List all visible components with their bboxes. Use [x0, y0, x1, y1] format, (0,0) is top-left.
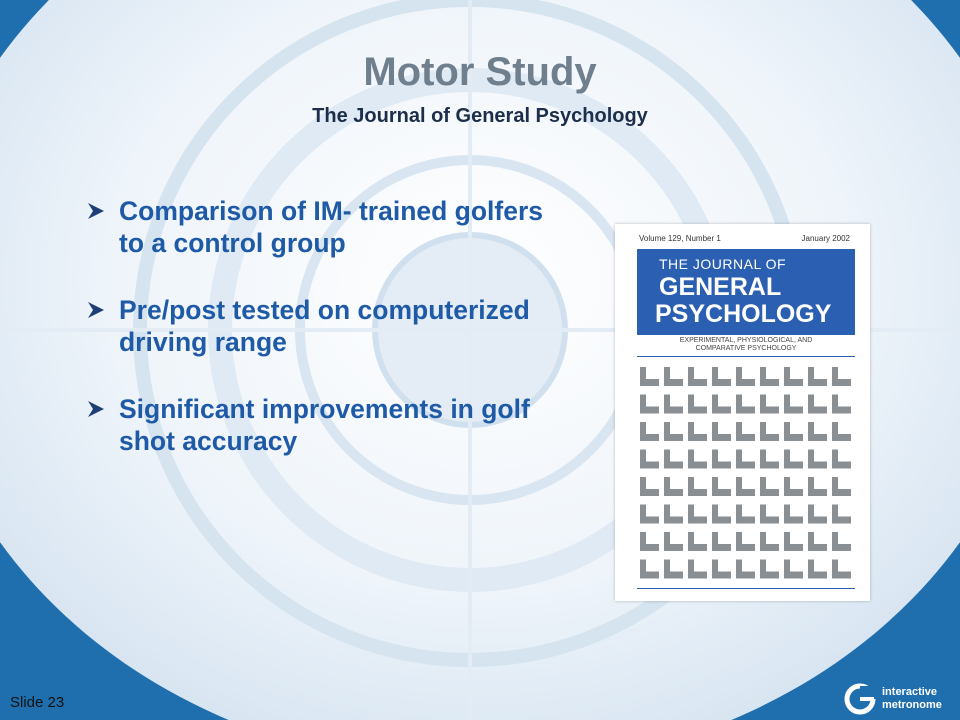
- cover-pattern-mark: [760, 422, 779, 441]
- cover-pattern-mark: [808, 532, 827, 551]
- arrow-bullet-icon: [86, 300, 106, 320]
- cover-pattern-mark: [712, 560, 731, 579]
- cover-pattern-mark: [736, 560, 755, 579]
- cover-pattern-mark: [784, 422, 803, 441]
- cover-pattern-mark: [712, 532, 731, 551]
- cover-pattern-mark: [808, 367, 827, 386]
- cover-volume: Volume 129, Number 1: [639, 234, 721, 243]
- cover-pattern-mark: [736, 505, 755, 524]
- cover-pattern-mark: [664, 450, 683, 469]
- cover-pattern-mark: [784, 450, 803, 469]
- cover-rule-bottom: [637, 588, 855, 589]
- cover-pattern-mark: [640, 367, 659, 386]
- cover-pattern-mark: [832, 422, 851, 441]
- cover-pattern-mark: [664, 367, 683, 386]
- bullet-item: [86, 393, 566, 457]
- bullet-item: [86, 294, 566, 358]
- cover-pattern-mark: [712, 477, 731, 496]
- cover-pattern-mark: [832, 450, 851, 469]
- cover-subtitle-line2: COMPARATIVE PSYCHOLOGY: [695, 345, 797, 352]
- cover-subtitle: [637, 337, 855, 353]
- cover-pattern-mark: [640, 450, 659, 469]
- cover-date: January 2002: [801, 234, 850, 243]
- cover-pattern-mark: [808, 450, 827, 469]
- cover-pattern-mark: [664, 505, 683, 524]
- cover-pattern-mark: [832, 367, 851, 386]
- cover-pattern-mark: [832, 532, 851, 551]
- journal-cover-image: [615, 224, 870, 601]
- logo-text-line1: interactive: [882, 686, 938, 698]
- cover-pattern-mark: [760, 477, 779, 496]
- cover-pattern-mark: [760, 395, 779, 414]
- cover-pattern-mark: [832, 477, 851, 496]
- cover-pattern-mark: [712, 367, 731, 386]
- cover-pattern-mark: [688, 505, 707, 524]
- cover-pattern-mark: [808, 422, 827, 441]
- arrow-bullet-icon: [86, 201, 106, 221]
- cover-pattern-mark: [808, 560, 827, 579]
- cover-pattern-mark: [688, 477, 707, 496]
- cover-pattern-mark: [640, 422, 659, 441]
- cover-pattern-mark: [808, 395, 827, 414]
- cover-pattern-mark: [808, 505, 827, 524]
- cover-pattern-mark: [784, 560, 803, 579]
- cover-pattern-mark: [640, 505, 659, 524]
- cover-pattern-mark: [664, 422, 683, 441]
- slide-subtitle: The Journal of General Psychology: [312, 105, 648, 127]
- logo-icon: [842, 682, 878, 716]
- cover-pattern-mark: [688, 532, 707, 551]
- cover-pattern-mark: [784, 395, 803, 414]
- bullet-text: Comparison of IM- trained golfers to a control group: [119, 196, 544, 258]
- cover-title-line2: GENERAL: [659, 273, 782, 301]
- bullet-item: [86, 195, 566, 259]
- bullet-text: Pre/post tested on computerized driving range: [119, 295, 530, 357]
- cover-pattern-mark: [664, 395, 683, 414]
- arrow-bullet-icon: [86, 399, 106, 419]
- cover-title-line3: PSYCHOLOGY: [655, 300, 832, 328]
- cover-pattern-mark: [832, 395, 851, 414]
- cover-pattern-mark: [712, 450, 731, 469]
- cover-pattern-mark: [760, 450, 779, 469]
- cover-pattern-mark: [712, 422, 731, 441]
- cover-pattern-mark: [736, 395, 755, 414]
- cover-pattern-mark: [688, 395, 707, 414]
- cover-pattern-mark: [760, 532, 779, 551]
- cover-title-line1: THE JOURNAL OF: [659, 256, 787, 272]
- cover-pattern-mark: [640, 560, 659, 579]
- cover-pattern-mark: [712, 505, 731, 524]
- bullet-text: Significant improvements in golf shot accuracy: [119, 394, 530, 456]
- cover-title-band: [637, 249, 855, 335]
- cover-pattern-mark: [664, 532, 683, 551]
- cover-pattern-mark: [784, 532, 803, 551]
- cover-pattern-mark: [736, 422, 755, 441]
- cover-pattern-mark: [688, 367, 707, 386]
- cover-pattern-mark: [832, 505, 851, 524]
- company-logo: [842, 682, 954, 716]
- cover-pattern-mark: [688, 560, 707, 579]
- cover-pattern-mark: [712, 395, 731, 414]
- cover-rule-top: [637, 356, 855, 357]
- cover-pattern-mark: [736, 450, 755, 469]
- cover-pattern-mark: [664, 477, 683, 496]
- cover-pattern-mark: [784, 367, 803, 386]
- cover-pattern: [637, 364, 855, 586]
- cover-pattern-mark: [664, 560, 683, 579]
- slide-number: Slide 23: [10, 694, 65, 711]
- cover-pattern-mark: [760, 367, 779, 386]
- cover-pattern-mark: [808, 477, 827, 496]
- logo-text-line2: metronome: [882, 699, 942, 711]
- cover-pattern-mark: [736, 367, 755, 386]
- cover-pattern-mark: [688, 422, 707, 441]
- cover-pattern-mark: [760, 505, 779, 524]
- cover-pattern-mark: [688, 450, 707, 469]
- cover-pattern-mark: [736, 477, 755, 496]
- cover-pattern-mark: [784, 505, 803, 524]
- cover-pattern-mark: [640, 477, 659, 496]
- bullet-list: [86, 195, 566, 492]
- cover-pattern-mark: [736, 532, 755, 551]
- cover-subtitle-line1: EXPERIMENTAL, PHYSIOLOGICAL, AND: [679, 337, 813, 344]
- slide-title: Motor Study: [363, 50, 597, 94]
- cover-pattern-mark: [784, 477, 803, 496]
- cover-pattern-mark: [832, 560, 851, 579]
- cover-pattern-mark: [640, 395, 659, 414]
- cover-pattern-mark: [760, 560, 779, 579]
- cover-pattern-mark: [640, 532, 659, 551]
